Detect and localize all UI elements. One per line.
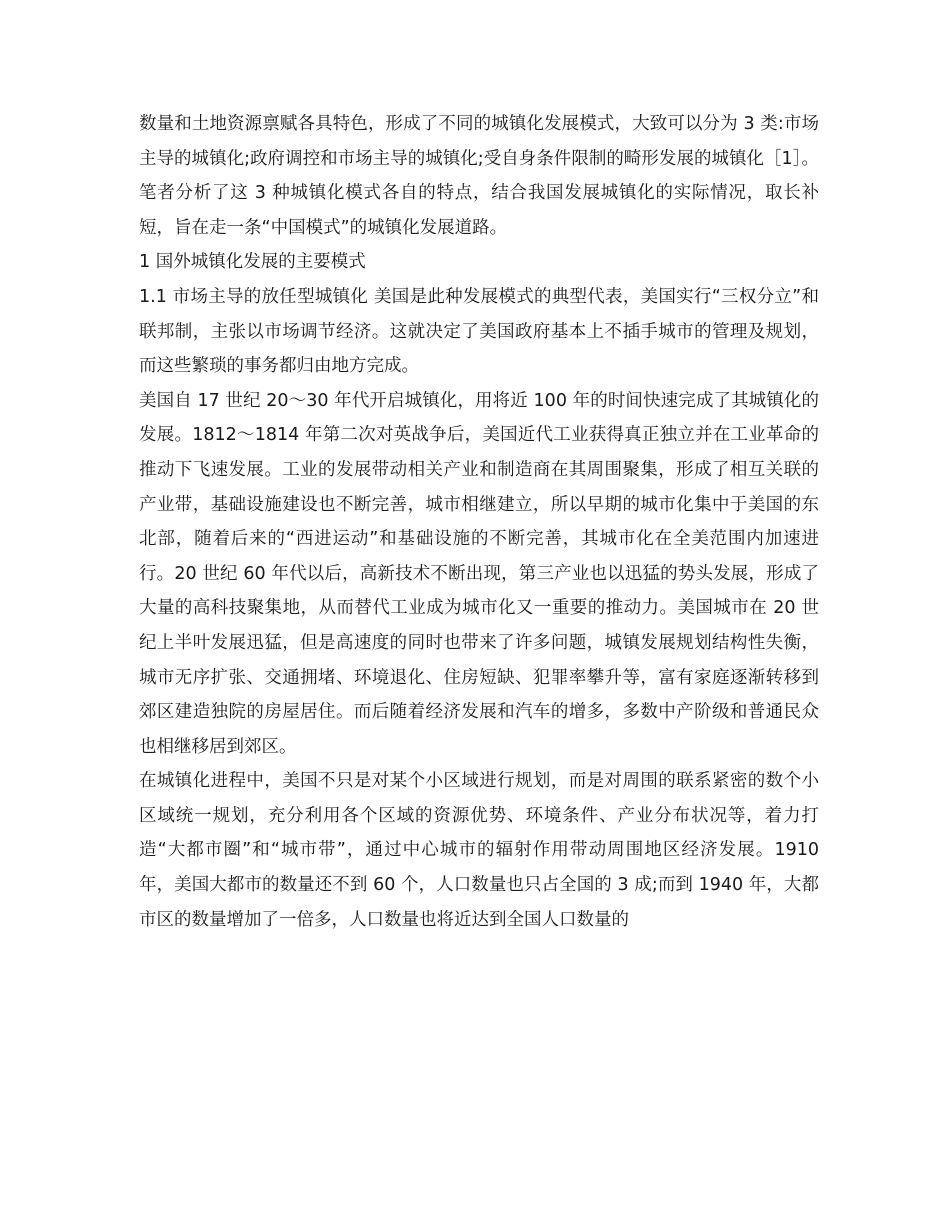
paragraph-metropolitan: 在城镇化进程中，美国不只是对某个小区域进行规划，而是对周围的联系紧密的数个小区域统一规划，充分利用各个区域的资源优势、环境条件、产业分布状况等，着力打造“大都市圈”和“城市带”，通过中心城市的辐射作用带动周围地区经济发展。1910 年，美国大都市的数量还不到 60 个，人口数量也只占全国的 3 成;而到 1940 年，大都市区的数量增加了一倍多，人口数量也将近达到全国人口数量的 — [139, 771, 819, 930]
paragraph-subsection-1-1: 1.1 市场主导的放任型城镇化 美国是此种发展模式的典型代表，美国实行“三权分立”和联邦制，主张以市场调节经济。这就决定了美国政府基本上不插手城市的管理及规划，而这些繁琐的事务都归由地方完成。 — [139, 286, 819, 377]
paragraph-intro: 数量和土地资源禀赋各具特色，形成了不同的城镇化发展模式，大致可以分为 3 类:市场主导的城镇化;政府调控和市场主导的城镇化;受自身条件限制的畸形发展的城镇化［1］。笔者分析了这 3 种城镇化模式各自的特点，结合我国发展城镇化的实际情况，取长补短，旨在走一条“中国模式”的城镇化发展道路。 — [139, 114, 819, 238]
section-heading: 1 国外城镇化发展的主要模式 — [139, 252, 366, 273]
paragraph-us-history: 美国自 17 世纪 20～30 年代开启城镇化，用将近 100 年的时间快速完成了其城镇化的发展。1812～1814 年第二次对英战争后，美国近代工业获得真正独立并在工业革命的推动下飞速发展。工业的发展带动相关产业和制造商在其周围聚集，形成了相互关联的产业带，基础设施建设也不断完善，城市相继建立，所以早期的城市化集中于美国的东北部，随着后来的“西进运动”和基础设施的不断完善，其城市化在全美范围内加速进行。20 世纪 60 年代以后，高新技术不断出现，第三产业也以迅猛的势头发展，形成了大量的高科技聚集地，从而替代工业成为城市化又一重要的推动力。美国城市在 20 世纪上半叶发展迅猛，但是高速度的同时也带来了许多问题，城镇发展规划结构性失衡，城市无序扩张、交通拥堵、环境退化、住房短缺、犯罪率攀升等，富有家庭逐渐转移到郊区建造独院的房屋居住。而后随着经济发展和汽车的增多，多数中产阶级和普通民众也相继移居到郊区。 — [139, 390, 819, 757]
document-body — [139, 107, 819, 937]
